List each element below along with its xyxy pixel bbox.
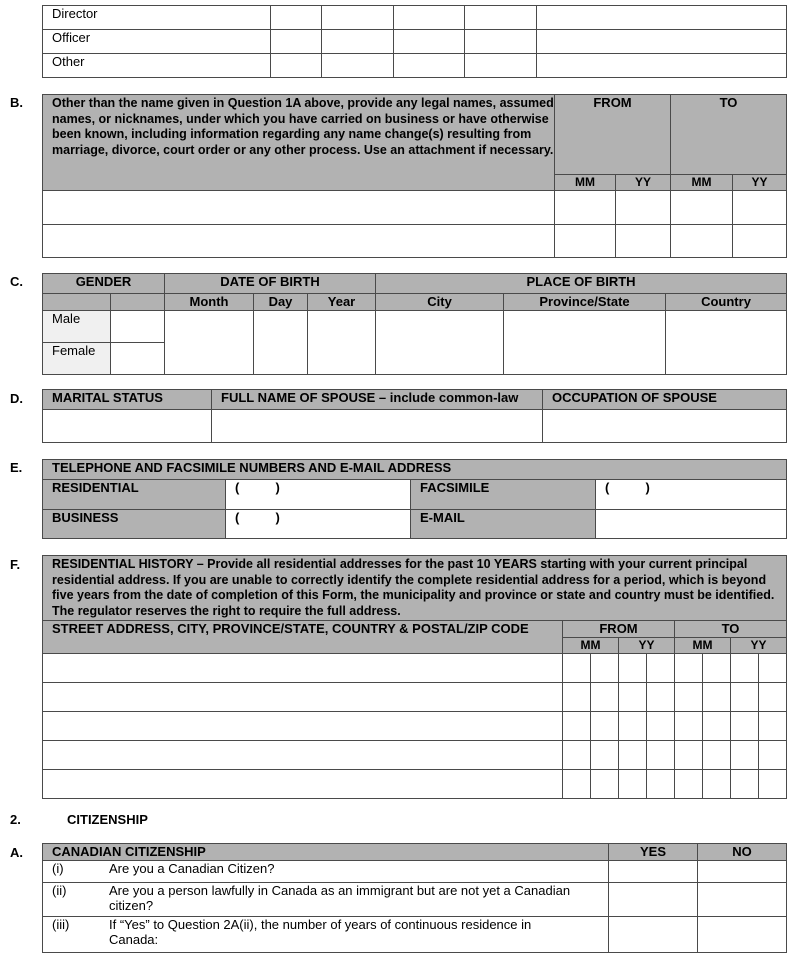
digit-box[interactable]	[619, 712, 647, 741]
position-cell[interactable]	[394, 30, 465, 54]
digit-box[interactable]	[703, 741, 731, 770]
female-label: Female	[43, 343, 111, 375]
address-input[interactable]	[43, 683, 563, 712]
digit-box[interactable]	[675, 712, 703, 741]
digit-box[interactable]	[675, 654, 703, 683]
section-d-letter: D.	[10, 391, 23, 406]
position-cell[interactable]	[465, 6, 537, 30]
from-mm-header: MM	[563, 638, 619, 654]
residential-history-instructions: RESIDENTIAL HISTORY – Provide all residential addresses for the past 10 YEARS starting with your current principal residential address. If you are unable to correctly identify the complete residential address for a period, which is beyond five years from the date of completion of this Form, the municipality and province or state and country must be identified. The regulator reserves the right to require the full address.	[43, 556, 787, 621]
to-yy-input[interactable]	[733, 225, 787, 258]
question-text: Are you a Canadian Citizen?	[109, 861, 275, 876]
digit-box[interactable]	[675, 770, 703, 799]
other-names-question: Other than the name given in Question 1A above, provide any legal names, assumed names, or nicknames, under which you have carried on business or have otherwise been known, including information regarding any name change(s) resulting from marriage, divorce, court order or any other process. Use an attachment if necessary.	[43, 95, 555, 191]
digit-box[interactable]	[675, 683, 703, 712]
digit-box[interactable]	[759, 712, 787, 741]
position-cell[interactable]	[271, 30, 322, 54]
birth-city-input[interactable]	[376, 311, 504, 375]
citizenship-question	[43, 861, 609, 883]
question-number: (ii)	[52, 883, 67, 898]
digit-box[interactable]	[703, 770, 731, 799]
address-input[interactable]	[43, 654, 563, 683]
marital-table	[42, 389, 787, 443]
digit-box[interactable]	[647, 770, 675, 799]
to-yy-input[interactable]	[733, 191, 787, 225]
other-name-input[interactable]	[43, 225, 555, 258]
section-e-letter: E.	[10, 460, 23, 475]
citizenship-question	[43, 883, 609, 917]
from-header: FROM	[555, 95, 671, 175]
birth-country-input[interactable]	[666, 311, 787, 375]
address-input[interactable]	[43, 770, 563, 799]
place-of-birth-header: PLACE OF BIRTH	[376, 274, 787, 294]
birth-month-input[interactable]	[165, 311, 254, 375]
citizenship-question	[43, 917, 609, 953]
section-b-letter: B.	[10, 95, 23, 110]
digit-box[interactable]	[591, 712, 619, 741]
position-table	[42, 5, 787, 78]
position-label-other: Other	[43, 54, 271, 78]
digit-box[interactable]	[759, 683, 787, 712]
contact-header: TELEPHONE AND FACSIMILE NUMBERS AND E-MAIL ADDRESS	[43, 460, 787, 480]
question-text: Are you a person lawfully in Canada as an immigrant but are not yet a Canadian citizen?	[109, 883, 571, 913]
position-cell[interactable]	[537, 6, 787, 30]
business-phone-input[interactable]: ( )	[226, 510, 411, 539]
section-2-number: 2.	[10, 812, 21, 827]
contact-table	[42, 459, 787, 539]
male-checkbox[interactable]	[111, 311, 165, 343]
question-number: (i)	[52, 861, 64, 876]
digit-box[interactable]	[619, 770, 647, 799]
digit-box[interactable]	[731, 683, 759, 712]
question-text: If “Yes” to Question 2A(ii), the number of years of continuous residence in Canada:	[109, 917, 532, 947]
spouse-name-header: FULL NAME OF SPOUSE – include common-law	[212, 390, 543, 410]
from-mm-header: MM	[555, 175, 616, 191]
from-yy-input[interactable]	[616, 191, 671, 225]
business-label: BUSINESS	[43, 510, 226, 539]
month-header: Month	[165, 294, 254, 311]
section-c-letter: C.	[10, 274, 23, 289]
date-of-birth-header: DATE OF BIRTH	[165, 274, 376, 294]
no-checkbox[interactable]	[698, 883, 787, 917]
section-2-title: CITIZENSHIP	[67, 812, 148, 827]
from-mm-input[interactable]	[555, 225, 616, 258]
digit-box[interactable]	[647, 683, 675, 712]
email-label: E-MAIL	[411, 510, 596, 539]
digit-box[interactable]	[647, 712, 675, 741]
country-header: Country	[666, 294, 787, 311]
position-cell[interactable]	[537, 30, 787, 54]
digit-box[interactable]	[591, 741, 619, 770]
digit-box[interactable]	[703, 712, 731, 741]
citizenship-table	[42, 843, 787, 953]
section-f-letter: F.	[10, 557, 21, 572]
digit-box[interactable]	[731, 770, 759, 799]
gender-subheader	[111, 294, 165, 311]
facsimile-label: FACSIMILE	[411, 480, 596, 510]
marital-status-input[interactable]	[43, 410, 212, 443]
residential-history-table	[42, 555, 787, 799]
position-cell[interactable]	[271, 6, 322, 30]
digit-box[interactable]	[563, 683, 591, 712]
to-yy-header: YY	[731, 638, 787, 654]
province-state-header: Province/State	[504, 294, 666, 311]
address-input[interactable]	[43, 741, 563, 770]
digit-box[interactable]	[563, 712, 591, 741]
other-name-input[interactable]	[43, 191, 555, 225]
day-header: Day	[254, 294, 308, 311]
question-number: (iii)	[52, 917, 70, 932]
gender-subheader	[43, 294, 111, 311]
digit-box[interactable]	[563, 654, 591, 683]
yes-checkbox[interactable]	[609, 883, 698, 917]
digit-box[interactable]	[759, 770, 787, 799]
spouse-occupation-input[interactable]	[543, 410, 787, 443]
address-input[interactable]	[43, 712, 563, 741]
position-cell[interactable]	[394, 54, 465, 78]
digit-box[interactable]	[647, 741, 675, 770]
to-header: TO	[675, 621, 787, 638]
no-checkbox[interactable]	[698, 861, 787, 883]
birth-day-input[interactable]	[254, 311, 308, 375]
to-mm-input[interactable]	[671, 225, 733, 258]
spouse-occupation-header: OCCUPATION OF SPOUSE	[543, 390, 787, 410]
yes-checkbox[interactable]	[609, 861, 698, 883]
male-label: Male	[43, 311, 111, 343]
citizenship-header: CANADIAN CITIZENSHIP	[43, 844, 609, 861]
position-cell[interactable]	[465, 54, 537, 78]
to-mm-header: MM	[671, 175, 733, 191]
section-2a-letter: A.	[10, 845, 23, 860]
residential-phone-input[interactable]: ( )	[226, 480, 411, 510]
birth-table	[42, 273, 787, 375]
birth-year-input[interactable]	[308, 311, 376, 375]
digit-box[interactable]	[731, 741, 759, 770]
gender-header: GENDER	[43, 274, 165, 294]
facsimile-input[interactable]: ( )	[596, 480, 787, 510]
position-cell[interactable]	[271, 54, 322, 78]
digit-box[interactable]	[619, 654, 647, 683]
address-header: STREET ADDRESS, CITY, PROVINCE/STATE, COUNTRY & POSTAL/ZIP CODE	[43, 621, 563, 654]
position-label-director: Director	[43, 6, 271, 30]
no-input[interactable]	[698, 917, 787, 953]
position-cell[interactable]	[322, 54, 394, 78]
digit-box[interactable]	[563, 741, 591, 770]
to-yy-header: YY	[733, 175, 787, 191]
digit-box[interactable]	[703, 683, 731, 712]
digit-box[interactable]	[647, 654, 675, 683]
to-mm-header: MM	[675, 638, 731, 654]
from-yy-header: YY	[619, 638, 675, 654]
digit-box[interactable]	[759, 741, 787, 770]
position-cell[interactable]	[322, 6, 394, 30]
position-cell[interactable]	[537, 54, 787, 78]
digit-box[interactable]	[759, 654, 787, 683]
residential-label: RESIDENTIAL	[43, 480, 226, 510]
yes-input[interactable]	[609, 917, 698, 953]
position-label-officer: Officer	[43, 30, 271, 54]
position-cell[interactable]	[394, 6, 465, 30]
city-header: City	[376, 294, 504, 311]
yes-header: YES	[609, 844, 698, 861]
to-mm-input[interactable]	[671, 191, 733, 225]
digit-box[interactable]	[619, 741, 647, 770]
digit-box[interactable]	[731, 654, 759, 683]
other-names-table	[42, 94, 787, 258]
marital-status-header: MARITAL STATUS	[43, 390, 212, 410]
female-checkbox[interactable]	[111, 343, 165, 375]
position-cell[interactable]	[465, 30, 537, 54]
spouse-name-input[interactable]	[212, 410, 543, 443]
digit-box[interactable]	[563, 770, 591, 799]
no-header: NO	[698, 844, 787, 861]
from-yy-input[interactable]	[616, 225, 671, 258]
digit-box[interactable]	[591, 654, 619, 683]
birth-province-input[interactable]	[504, 311, 666, 375]
digit-box[interactable]	[731, 712, 759, 741]
from-yy-header: YY	[616, 175, 671, 191]
digit-box[interactable]	[591, 683, 619, 712]
year-header: Year	[308, 294, 376, 311]
email-input[interactable]	[596, 510, 787, 539]
position-cell[interactable]	[322, 30, 394, 54]
from-header: FROM	[563, 621, 675, 638]
to-header: TO	[671, 95, 787, 175]
digit-box[interactable]	[619, 683, 647, 712]
from-mm-input[interactable]	[555, 191, 616, 225]
digit-box[interactable]	[703, 654, 731, 683]
digit-box[interactable]	[591, 770, 619, 799]
digit-box[interactable]	[675, 741, 703, 770]
